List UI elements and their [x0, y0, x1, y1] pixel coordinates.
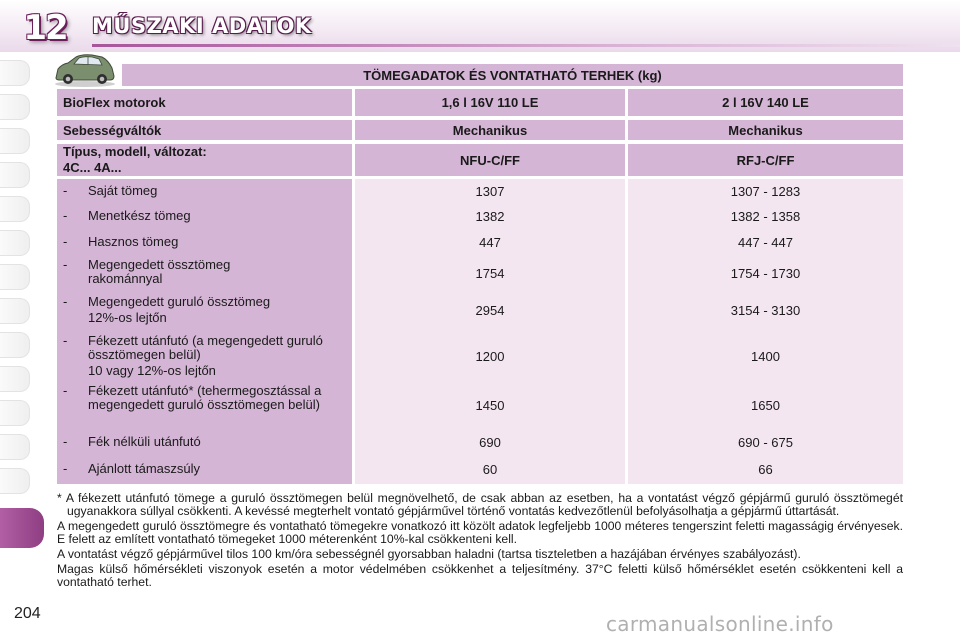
table-title: TÖMEGADATOK ÉS VONTATHATÓ TERHEK (kg): [122, 64, 903, 86]
note-paragraph: A megengedett guruló össztömegre és vontatható tömegekre vonatkozó itt közölt adatok legfeljebb 1000 méteres tengerszint feletti magasságig érvényesek. E felett az említett vontatható tömegeket 1000 méterenként 10%-kal csökkenteni kell.: [57, 519, 903, 546]
header-label: Sebességváltók: [57, 120, 352, 140]
row-label-text: Fékezett utánfutó* (tehermegosztással a megengedett guruló össztömegen belül): [88, 383, 322, 412]
row-value: 447 - 447: [738, 235, 793, 250]
row-dash: -: [63, 183, 68, 198]
chapter-tab[interactable]: [0, 298, 30, 324]
chapter-tab-strip: [0, 60, 50, 560]
row-label-text: Hasznos tömeg: [88, 234, 179, 249]
table-header-row-type: [57, 144, 903, 176]
row-label-main: Megengedett guruló össztömeg: [88, 294, 271, 309]
chapter-tab[interactable]: [0, 60, 30, 86]
row-label-text: [88, 334, 328, 378]
row-value: 1650: [751, 398, 780, 413]
row-value: 2954: [475, 303, 505, 318]
row-value: 1307: [475, 184, 505, 199]
row-label-text: Ajánlott támaszsúly: [88, 461, 200, 476]
header-label: BioFlex motorok: [57, 89, 352, 116]
chapter-tab[interactable]: [0, 468, 30, 494]
header-label: [57, 144, 352, 176]
car-icon: [52, 52, 118, 88]
row-value: 3154 - 3130: [730, 303, 801, 318]
header-value: NFU-C/FF: [355, 144, 625, 176]
watermark: carmanualsonline.info: [606, 612, 834, 636]
row-label-text: Menetkész tömeg: [88, 208, 191, 223]
row-label-extra: 10 vagy 12%-os lejtőn: [88, 363, 216, 378]
note-paragraph: A vontatást végző gépjárművel tilos 100 km/óra sebességnél gyorsabban haladni (tartsa tiszteletben a hazájában érvényes szabályozást).: [57, 547, 801, 561]
chapter-tab[interactable]: [0, 400, 30, 426]
row-dash: -: [63, 383, 68, 398]
row-label-text: Megengedett össztömeg rakománnyal: [88, 257, 231, 286]
row-value: 66: [758, 462, 773, 477]
header-label-line: 4C... 4A...: [63, 160, 122, 175]
row-value: 447: [479, 235, 501, 250]
row-dash: -: [63, 234, 68, 249]
notes-section: [57, 492, 903, 591]
table-header-row-gearboxes: [57, 120, 903, 140]
note-paragraph: Magas külső hőmérsékleti viszonyok esetén a motor védelmében csökkenhet a teljesítmény. 37°C feletti külső hőmérséklet esetén csökkenteni kell a vontatható terhet.: [57, 562, 903, 589]
header-value: 1,6 l 16V 110 LE: [355, 89, 625, 116]
row-dash: -: [63, 208, 68, 223]
footnote: * A fékezett utánfutó tömege a guruló össztömegen belül megnövelhető, de csak abban az esetben, ha a vontatást végző gépjármű guruló össztömegét ugyanakkora súllyal csökkenti. A kevéssé megterhelt vontató gépjárművel történő vontatás kedvezőtlenül befolyásolhatja a gépjármű úttartását.: [57, 491, 903, 518]
row-value: 690: [479, 435, 501, 450]
row-label-text: [88, 295, 343, 325]
row-value: 60: [482, 462, 498, 477]
row-value: 1382 - 1358: [730, 209, 801, 224]
chapter-tab[interactable]: [0, 196, 30, 222]
chapter-tab[interactable]: [0, 230, 30, 256]
chapter-tab[interactable]: [0, 332, 30, 358]
row-dash: -: [63, 257, 68, 272]
row-dash: -: [63, 333, 68, 348]
row-value: 1754: [475, 266, 505, 281]
header-value: RFJ-C/FF: [628, 144, 903, 176]
row-label-text: Fék nélküli utánfutó: [88, 434, 201, 449]
row-value: 1307 - 1283: [730, 184, 801, 199]
chapter-tab[interactable]: [0, 264, 30, 290]
header-value: Mechanikus: [628, 120, 903, 140]
row-value: 1400: [751, 349, 780, 364]
row-dash: -: [63, 461, 68, 476]
chapter-tab[interactable]: [0, 128, 30, 154]
chapter-tab[interactable]: [0, 162, 30, 188]
row-value: 1200: [475, 349, 505, 364]
chapter-title: MŰSZAKI ADATOK: [92, 14, 312, 38]
row-value: 1450: [475, 398, 505, 413]
chapter-tab[interactable]: [0, 94, 30, 120]
header-value: Mechanikus: [355, 120, 625, 140]
page-number: 204: [14, 605, 41, 622]
chapter-tab[interactable]: [0, 366, 30, 392]
row-dash: -: [63, 294, 68, 309]
table-body: [57, 179, 903, 484]
row-value: 1754 - 1730: [730, 266, 801, 281]
row-value: 690 - 675: [738, 435, 793, 450]
row-dash: -: [63, 434, 68, 449]
row-label-main: Fékezett utánfutó (a megengedett guruló össztömegen belül): [88, 333, 323, 362]
header-label-line: Típus, modell, változat:: [63, 144, 207, 159]
chapter-tab-active[interactable]: [0, 508, 44, 548]
chapter-tab[interactable]: [0, 434, 30, 460]
row-label-text: Saját tömeg: [88, 183, 158, 198]
row-value: 1382: [475, 209, 505, 224]
header-divider: [92, 44, 960, 47]
table-header-row-engines: [57, 89, 903, 116]
header-value: 2 l 16V 140 LE: [628, 89, 903, 116]
chapter-number-badge: 12: [23, 8, 67, 48]
row-label-extra: 12%-os lejtőn: [88, 310, 167, 325]
